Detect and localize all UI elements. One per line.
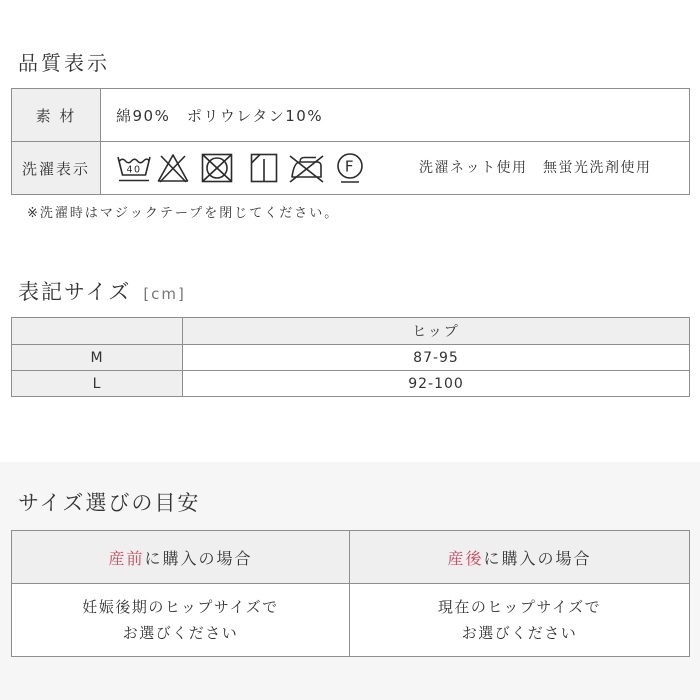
material-label: 素 材 — [12, 89, 101, 141]
size-row-m — [12, 344, 689, 370]
prenatal-advice-line: お選びください — [122, 624, 239, 642]
dry-clean-letter: F — [344, 157, 356, 176]
guide-table-body — [12, 583, 689, 656]
postnatal-advice-line: 現在のヒップサイズで — [437, 598, 602, 616]
quality-table — [11, 88, 690, 195]
guide-title: サイズ選びの目安 — [18, 491, 201, 515]
postnatal-heading-highlight: 産後 — [447, 548, 484, 568]
wash-40-gentle-icon — [116, 152, 152, 184]
size-label: M — [12, 345, 183, 370]
postnatal-advice-cell — [350, 584, 689, 656]
no-tumble-dry-icon — [200, 152, 234, 184]
material-value: 綿90% ポリウレタン10% — [116, 106, 324, 125]
postnatal-advice — [438, 594, 601, 646]
postnatal-heading-cell — [350, 531, 689, 583]
size-unit: [cm] — [143, 285, 186, 303]
size-table — [11, 317, 690, 397]
wash-temperature-label: 40 — [126, 164, 142, 176]
no-bleach-icon — [156, 152, 190, 184]
hip-column-header: ヒップ — [183, 318, 689, 344]
quality-title: 品質表示 — [18, 51, 110, 75]
no-iron-icon — [287, 152, 325, 184]
size-title-block — [18, 282, 186, 303]
size-table-header — [12, 318, 689, 344]
care-footnote: ※洗濯時はマジックテープを閉じてください。 — [27, 206, 340, 221]
prenatal-heading-rest: に購入の場合 — [144, 548, 253, 568]
hip-value: 92-100 — [408, 375, 464, 392]
dry-clean-petroleum-icon — [336, 152, 364, 184]
postnatal-heading — [447, 546, 591, 569]
prenatal-heading-cell — [12, 531, 350, 583]
care-label: 洗濯表示 — [12, 142, 101, 194]
postnatal-advice-line: お選びください — [461, 624, 578, 642]
hip-value: 87-95 — [413, 349, 459, 366]
guide-table-header — [12, 531, 689, 583]
material-row — [12, 89, 689, 141]
prenatal-advice-line: 妊娠後期のヒップサイズで — [82, 598, 279, 616]
prenatal-heading — [108, 546, 252, 569]
size-label: L — [12, 371, 183, 396]
care-symbols-cell — [101, 142, 689, 194]
size-title: 表記サイズ — [18, 280, 132, 304]
size-row-l — [12, 370, 689, 396]
prenatal-advice-cell — [12, 584, 350, 656]
prenatal-heading-highlight: 産前 — [108, 548, 145, 568]
postnatal-heading-rest: に購入の場合 — [483, 548, 592, 568]
prenatal-advice — [82, 594, 278, 646]
care-notes: 洗濯ネット使用 無蛍光洗剤使用 — [419, 160, 652, 176]
guide-table — [11, 530, 690, 657]
care-row — [12, 141, 689, 194]
line-dry-shade-icon — [249, 152, 279, 184]
size-table-corner-cell — [12, 318, 183, 344]
